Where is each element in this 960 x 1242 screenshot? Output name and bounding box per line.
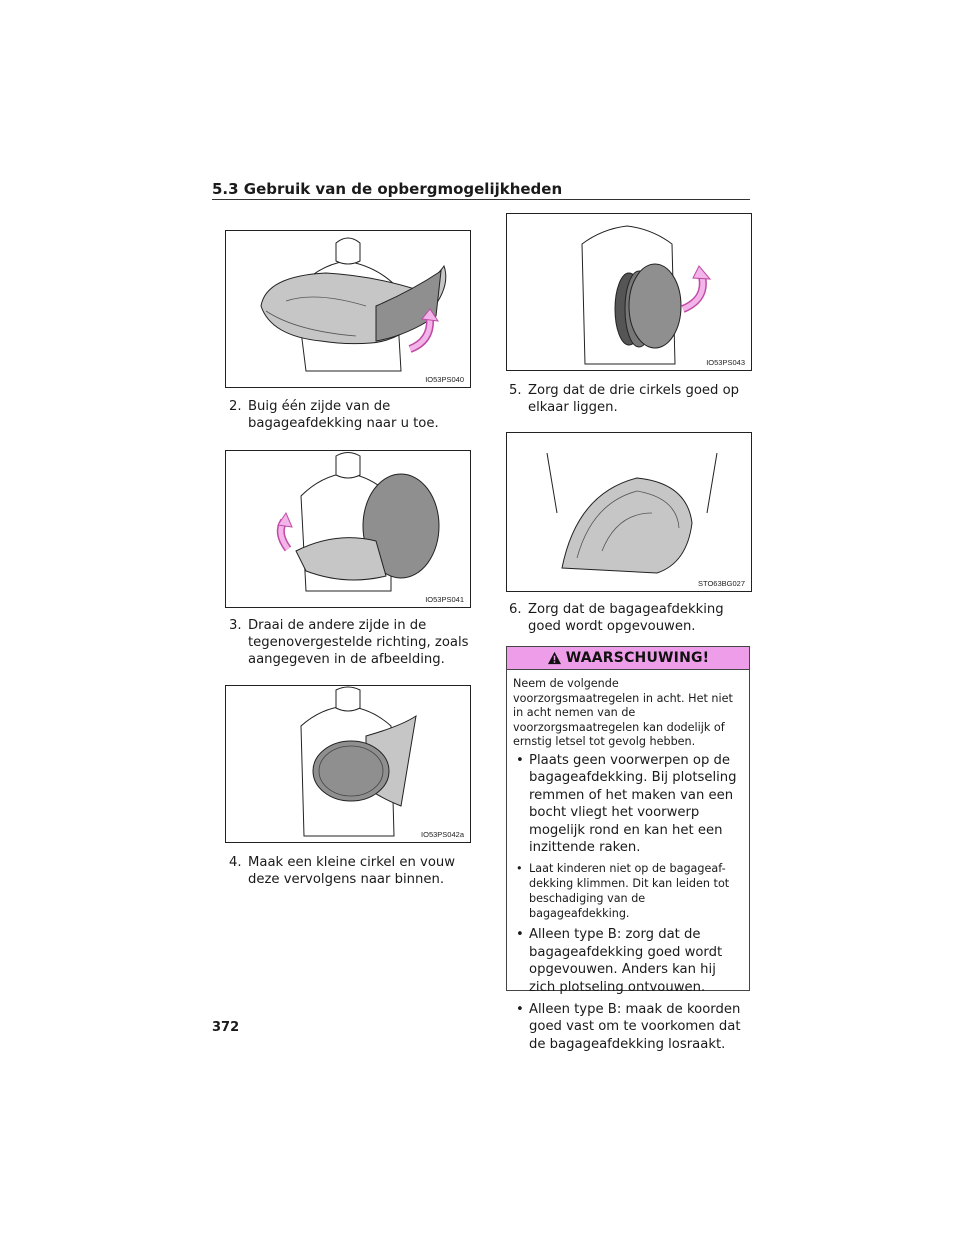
step-4 bbox=[229, 854, 469, 888]
warning-icon bbox=[547, 651, 562, 665]
figure-small-circle bbox=[225, 685, 471, 843]
figure-code: IO53PS043 bbox=[706, 358, 745, 367]
list-item: • Laat kinderen niet op de bagageaf-dekking klimmen. Dit kan leiden tot beschadiging van de bagageafdekking. bbox=[516, 862, 730, 921]
list-item: • Plaats geen voorwerpen op de bagageafdekking. Bij plotseling remmen of het maken van een bocht vliegt het voorwerp mogelijk rond en kan het een inzittende raken. bbox=[516, 752, 737, 855]
list-item: • Alleen type B: maak de koorden goed vast om te voorkomen dat de bagageafdekking losraakt. bbox=[516, 1002, 741, 1052]
step-text: Maak een kleine cirkel en vouw deze vervolgens naar binnen. bbox=[248, 855, 456, 887]
step-number: 2. bbox=[229, 399, 242, 414]
step-3 bbox=[229, 617, 469, 668]
step-number: 5. bbox=[509, 383, 522, 398]
figure-folded-cover bbox=[506, 432, 752, 592]
warning-list bbox=[513, 752, 743, 1053]
figure-twist-cover bbox=[225, 450, 471, 608]
figure-code: IO53PS041 bbox=[425, 595, 464, 604]
warning-title: WAARSCHUWING! bbox=[565, 650, 710, 666]
section-title: 5.3 Gebruik van de opbergmogelijkheden bbox=[212, 180, 563, 198]
page-number: 372 bbox=[212, 1020, 240, 1035]
step-2 bbox=[229, 398, 469, 432]
step-number: 3. bbox=[229, 618, 242, 633]
figure-code: STO63BG027 bbox=[698, 579, 745, 588]
step-text: Buig één zijde van de bagageafdekking naar u toe. bbox=[248, 399, 439, 431]
step-6 bbox=[509, 601, 751, 635]
warning-intro: Neem de volgende voorzorgsmaatregelen in acht. Het niet in acht nemen van de voorzorgsmaatregelen kan dodelijk of ernstig letsel tot gevolg hebben. bbox=[513, 677, 733, 749]
step-number: 4. bbox=[229, 855, 242, 870]
figure-code: IO53PS040 bbox=[425, 375, 464, 384]
step-text: Draai de andere zijde in de tegenovergestelde richting, zoals aangegeven in de afbeelding. bbox=[248, 618, 469, 667]
warning-box bbox=[506, 646, 750, 1052]
step-text: Zorg dat de drie cirkels goed op elkaar liggen. bbox=[528, 383, 740, 415]
list-item: • Alleen type B: zorg dat de bagageafdekking goed wordt opgevouwen. Anders kan hij zich plotseling ontvouwen. bbox=[516, 927, 723, 995]
figure-bend-cover bbox=[225, 230, 471, 388]
section-rule bbox=[212, 199, 750, 200]
figure-code: IO53PS042a bbox=[421, 830, 464, 839]
step-5 bbox=[509, 382, 751, 416]
step-text: Zorg dat de bagageafdekking goed wordt opgevouwen. bbox=[528, 602, 724, 634]
figure-three-circles bbox=[506, 213, 752, 371]
step-number: 6. bbox=[509, 602, 522, 617]
warning-header bbox=[507, 647, 749, 670]
